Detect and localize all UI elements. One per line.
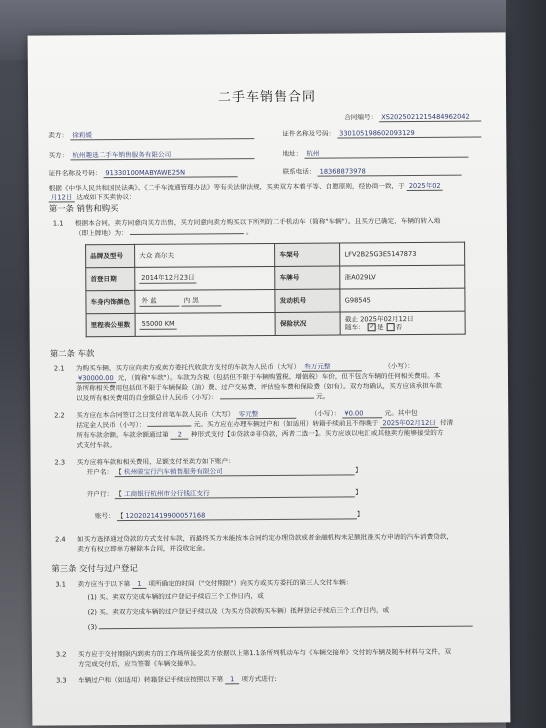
buyer-id-row: [49, 168, 238, 179]
contract-number: XS2025021215484962042: [379, 113, 481, 123]
transfer-option-number: 1: [225, 675, 239, 684]
clause-3-1-line-1: [77, 578, 352, 589]
clause-3-1-text-a: 卖方应当于以下第: [77, 579, 131, 589]
clause-2-4-text-a: 如买方选择通过贷款的方式支付车款，而最终买方未能按本合同约定办理贷款或者金融机构未足额批准买方申请的汽车消费贷款，: [77, 532, 453, 544]
seller-name: 徐莉媛: [70, 130, 254, 141]
intro-date-part-a: 2025年02: [407, 182, 443, 191]
account-number-label: 账号：: [94, 512, 115, 521]
clause-2-2-line-3: [76, 429, 443, 441]
plate-value: 浙A029LV: [340, 265, 465, 289]
clause-3-1-num: 3.1: [55, 580, 66, 589]
insurance-with-label: 随车：: [344, 323, 365, 332]
buyer-label: 买方：: [48, 151, 69, 160]
clause-2-2-text-c: 括定金人民币（小写）：: [76, 420, 146, 430]
clause-2-2-text-e: 付清: [439, 418, 454, 427]
clause-3-2-text-a: 买方应于交付期限内到卖方的工作场所接受卖方依据以上第1.1条所列机动车与《车辆交接单》交付的车辆及随车材料与文件，双: [77, 647, 452, 659]
price-upper-case: 叁万元整: [302, 362, 362, 372]
article-3-title: 第三条 交付与过户登记: [51, 562, 138, 574]
first-payment-small-label: （小写）：: [310, 409, 341, 418]
insurance-with-car-row: [345, 323, 461, 332]
clause-2-1-text-f: 元。: [316, 392, 330, 401]
first-payment-lower: ¥0.00: [342, 409, 382, 419]
contract-number-label: 合同编号：: [344, 113, 378, 122]
engine-value: G98545: [340, 288, 465, 312]
clause-3-3-num: 3.3: [56, 676, 67, 685]
clause-2-2-text-d: 元。买方应在办理车辆过户和（如适用）转籍手续前且不得晚于: [193, 419, 379, 429]
account-name-row: 开户名： 【 杭州骏宝行汽车销售服务有限公司 】: [86, 466, 362, 477]
article-1-title: 第一条 销售和购买: [48, 203, 119, 214]
price-lower-case: ¥30000.00: [76, 374, 116, 384]
clause-1-1-text-c: 。: [245, 228, 253, 237]
insurance-until: 截止 2025年02月12日: [344, 314, 414, 324]
intro-line-1: [49, 182, 443, 194]
color-interior: 内 黑: [182, 297, 222, 307]
insurance-label: 保险状况: [275, 312, 340, 335]
account-bank-row: 开户行： 【 工商银行杭州市分行钱江支行 】: [86, 488, 362, 499]
engine-label: 发动机号: [275, 289, 340, 312]
clause-2-2-text-h: 式支付车款。: [76, 441, 117, 450]
total-amount-blank: [220, 398, 314, 400]
article-2-title: 第二条 车款: [49, 348, 95, 359]
phone-label: 联系电话：: [282, 167, 316, 176]
clause-2-2-text-a: 买方应在本合同签订之日支付首笔车款人民币（大写）: [76, 410, 235, 420]
first-payment-upper: 零元整: [237, 410, 297, 420]
account-bank-field: 【 工商银行杭州市分行钱江支行: [115, 488, 355, 499]
delivery-option-3: (3): [87, 623, 98, 632]
desk-background-right: [506, 0, 546, 728]
phone-number: 18368873978: [318, 167, 462, 177]
buyer-id-number: 91330100MABYAWE25N: [103, 168, 237, 178]
account-number-field: 【 1202021419900057168: [117, 510, 357, 521]
account-name-label: 开户名：: [86, 468, 114, 477]
clause-1-1-text-b: （即上牌地）为：: [74, 228, 128, 238]
account-bank-label: 开户行：: [86, 490, 114, 499]
clause-3-1-text-b: 项所确定的时间（"交付期限"）向买方或买方委托的第三人交付车辆：: [148, 578, 353, 588]
payment-deadline: 2025年02月12日: [380, 419, 437, 429]
delivery-option-3-row: [88, 621, 474, 632]
account-bank: 工商银行杭州市分行钱江支行: [123, 489, 210, 499]
intro-text-2: 达成如下买卖协议：: [76, 192, 136, 202]
account-number: 1202021419900057168: [125, 511, 206, 521]
deposit-blank: [148, 426, 192, 427]
clause-2-1-text-d: 条所称相关费用包括但不限于车辆保险（油）费、过户交易费、评估验车费和保险费（如有）。双方均确认，买方应该承担车款: [76, 381, 443, 393]
address-label: 地址：: [282, 149, 303, 158]
clause-1-1-num: 1.1: [52, 219, 64, 228]
seller-id-label: 证件名称及号码：: [282, 129, 336, 138]
checkbox-yes-label: 是: [376, 323, 384, 332]
mileage-value-cell: [135, 312, 275, 336]
address-row: [282, 149, 468, 160]
clause-3-2-num: 3.2: [55, 650, 67, 659]
delivery-option-3-blank: [99, 626, 473, 630]
mileage-value: 55000 KM: [140, 320, 177, 329]
clause-2-2-num: 2.2: [54, 411, 65, 420]
checkbox-no: [387, 323, 395, 331]
vehicle-info-table: [85, 242, 466, 338]
clause-2-2-text-g: 种形式支付【①贷款②非贷款，两者二选一】。买方应该以电汇或其他卖方能够接受的方: [190, 428, 444, 439]
phone-row: [283, 167, 462, 177]
seller-id-row: [282, 129, 481, 140]
table-row: [86, 311, 465, 337]
delivery-option-1: (1) 买、卖双方完成车辆的过户登记手续后三个工作日内，或: [87, 592, 264, 602]
contract-paper: [28, 32, 511, 725]
color-label: 车身内饰颜色: [86, 290, 135, 313]
clause-2-1-text-e: 以及所有相关费用的自金额总计人民币（小写）：: [76, 393, 218, 403]
reg-date-value: 2014年12月23日: [139, 274, 196, 284]
clause-2-4-text-b: 卖方有权立即单方解除本合同，并没收定金。: [77, 544, 210, 554]
clause-2-3-num: 2.3: [54, 458, 66, 467]
color-value-cell: [135, 289, 275, 313]
vin-label: 车架号: [275, 243, 340, 266]
checkbox-no-label: 否: [395, 323, 403, 332]
address-value: 杭州: [304, 149, 468, 159]
reg-date-value-cell: [135, 266, 275, 290]
intro-date-part-b: 月12日: [49, 193, 75, 202]
clause-2-1-num: 2.1: [53, 364, 65, 373]
table-row: [86, 288, 465, 314]
clause-3-3-text-b: 项方式进行:: [241, 674, 277, 684]
clause-2-1-text-a: 为购买车辆，买方应向卖方或卖方委托代收款方支付的车款为人民币（大写）: [75, 362, 301, 373]
brand-value: 大众 高尔夫: [135, 243, 275, 267]
reg-date-label: 首登日期: [86, 267, 135, 290]
intro-line-2: [49, 193, 136, 203]
account-number-row: 账号： 【 1202021419900057168 】: [94, 510, 364, 521]
buyer-name: 杭州趣选二手车销售服务有限公司: [70, 150, 254, 161]
clause-3-3-row: [78, 675, 277, 686]
clause-3-2-text-b: 方完成交付后，应当签署《车辆交接单》。: [77, 659, 200, 669]
seller-id-number: 330105198602093129: [337, 129, 481, 139]
clause-2-2-text-b: 元。其中包: [384, 408, 418, 418]
buyer-id-label: 证件名称及号码：: [48, 169, 102, 178]
price-small-label: （小写）：: [384, 361, 415, 371]
clause-2-2-text-f: 所有车款余额。车款余额通过第: [76, 430, 169, 440]
clause-3-3-text-a: 车辆过户和（如适用）转籍登记手续应按照以下第: [78, 675, 224, 685]
brand-label: 品牌及型号: [86, 244, 135, 267]
color-exterior: 外 蓝: [139, 297, 179, 307]
clause-2-4-num: 2.4: [55, 535, 66, 544]
checkbox-yes: ✓: [369, 323, 375, 331]
table-row: [86, 265, 465, 291]
clause-2-3-text: 买方应将车款和相关费用，足额支付至卖方如下账户：: [76, 457, 235, 467]
delivery-option-number: 1: [132, 580, 146, 589]
mileage-label: 里程表公里数: [86, 313, 135, 336]
buyer-row: [48, 150, 254, 161]
table-row: [86, 242, 465, 268]
intro-text: 根据《中华人民共和国民法典》、《二手车流通管理办法》等有关法律法规，买卖双方本着平等、自愿原则，经协商一致，于: [48, 182, 405, 193]
delivery-option-2: (2) 买、卖双方完成车辆的过户登记手续以及（为买方贷款购买车辆）抵押登记手续后三个工作日内，或: [87, 606, 390, 617]
insurance-value-cell: [340, 311, 465, 335]
registration-place-blank: [130, 233, 244, 235]
clause-1-1-text-a: 根据本合同，卖方同意向买方出售，买方同意向卖方购买以下所列的二手机动车（简称"车辆"）。且买方已确定，车辆的转入地: [74, 216, 441, 228]
clause-2-1-text-c: 元，（简称"车款"）。车款为含税（包括但不限于车辆购置税、增值税）车价，但不包含车辆的任何相关费用。本: [117, 371, 441, 383]
contract-number-row: [344, 113, 481, 123]
contract-title: 二手车销售合同: [217, 89, 317, 106]
account-name: 杭州骏宝行汽车销售服务有限公司: [123, 467, 223, 477]
clause-1-1-text-b-row: [75, 228, 253, 237]
payment-method-number: 2: [171, 431, 189, 440]
seller-row: [48, 130, 254, 141]
account-name-field: 【 杭州骏宝行汽车销售服务有限公司: [115, 466, 355, 477]
seller-label: 卖方：: [48, 131, 69, 140]
clause-2-1-line-4: [76, 393, 329, 403]
vin-value: LFV2B25G3E5147873: [340, 242, 465, 266]
plate-label: 车牌号: [275, 266, 340, 289]
